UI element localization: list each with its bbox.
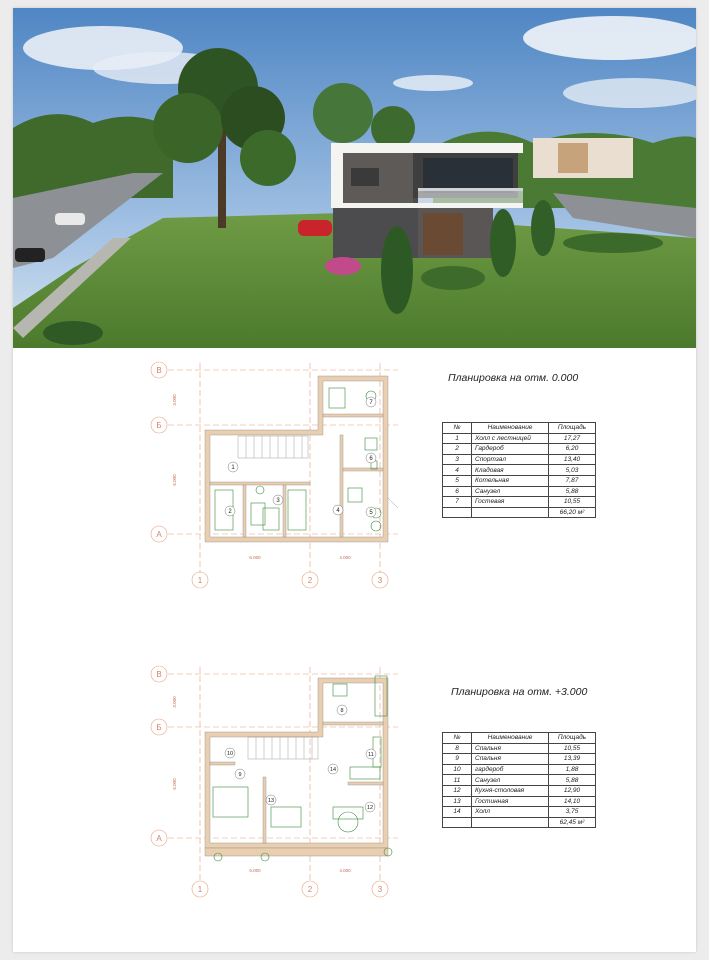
table-cell: гардероб — [472, 764, 549, 775]
table-header-row — [443, 733, 596, 744]
table-row — [443, 497, 596, 508]
table-header-cell: № — [443, 423, 472, 434]
table-cell: Холл с лестницей — [472, 433, 549, 444]
room-label-1: 1 — [231, 465, 235, 471]
table-header-cell: № — [443, 733, 472, 744]
table-cell: Санузел — [472, 486, 549, 497]
table-header-row — [443, 423, 596, 434]
table-cell: 3,75 — [549, 807, 596, 818]
floor1-plan-drawing — [143, 358, 413, 593]
table-cell: 6,20 — [549, 444, 596, 455]
table-total-row — [443, 507, 596, 518]
table-cell: 10,55 — [549, 497, 596, 508]
table-cell: 10,55 — [549, 743, 596, 754]
table-cell: Гостинная — [472, 796, 549, 807]
table-cell: 17,27 — [549, 433, 596, 444]
table-cell: 6 — [443, 486, 472, 497]
axis-row-a: А — [156, 530, 162, 539]
axis-row-v: В — [156, 366, 162, 375]
table-row — [443, 785, 596, 796]
table-header-cell: Наименование — [472, 423, 549, 434]
room-label-7: 7 — [369, 400, 373, 406]
table-row — [443, 775, 596, 786]
table-total-value: 66,20 м² — [549, 507, 596, 518]
house-render-image — [13, 8, 696, 348]
dimension-4000: 4.000 — [339, 868, 351, 873]
table-header-cell: Наименование — [472, 733, 549, 744]
table-cell: 1 — [443, 433, 472, 444]
dimension-6000-vert: 6.000 — [172, 778, 177, 790]
axis-col-3: 3 — [377, 576, 383, 585]
table-cell: Гардероб — [472, 444, 549, 455]
table-cell: 13,39 — [549, 754, 596, 765]
table-cell: 2 — [443, 444, 472, 455]
table-row — [443, 454, 596, 465]
dimension-4000: 4.000 — [339, 555, 351, 560]
room-label-11: 11 — [368, 752, 374, 758]
dimension-3000: 3.000 — [172, 696, 177, 708]
table-row — [443, 465, 596, 476]
axis-row-b: Б — [156, 421, 162, 430]
room-label-13: 13 — [267, 798, 275, 804]
table-cell: 9 — [443, 754, 472, 765]
table-row — [443, 475, 596, 486]
table-cell: 14 — [443, 807, 472, 818]
table-total-row — [443, 817, 596, 828]
table-cell: 7 — [443, 497, 472, 508]
axis-col-1: 1 — [197, 576, 203, 585]
floor1-room-table — [442, 422, 596, 518]
room-label-3: 3 — [276, 498, 280, 504]
room-label-14: 14 — [329, 767, 337, 773]
dimension-6000: 6.000 — [249, 555, 261, 560]
table-cell: Спортзал — [472, 454, 549, 465]
table-cell: Спальня — [472, 754, 549, 765]
dimension-6000-vert: 6.000 — [172, 474, 177, 486]
table-cell: 12,90 — [549, 785, 596, 796]
floor2-plan-drawing — [143, 662, 413, 902]
axis-row-b: Б — [156, 723, 162, 732]
table-cell: 8 — [443, 743, 472, 754]
table-cell: 14,10 — [549, 796, 596, 807]
table-row — [443, 444, 596, 455]
document-page — [13, 8, 696, 952]
table-cell — [472, 817, 549, 828]
room-label-12: 12 — [366, 805, 374, 811]
table-cell: 13,40 — [549, 454, 596, 465]
table-cell — [472, 507, 549, 518]
axis-col-2: 2 — [307, 576, 313, 585]
table-cell — [443, 507, 472, 518]
room-label-4: 4 — [336, 508, 340, 514]
table-row — [443, 486, 596, 497]
table-cell: Спальня — [472, 743, 549, 754]
table-total-value: 62,45 м² — [549, 817, 596, 828]
axis-row-a: А — [156, 834, 162, 843]
room-label-8: 8 — [340, 708, 344, 714]
table-cell: Котельная — [472, 475, 549, 486]
table-cell: 5,88 — [549, 775, 596, 786]
table-cell: 12 — [443, 785, 472, 796]
table-header-cell: Площадь — [549, 423, 596, 434]
axis-col-3: 3 — [377, 885, 383, 894]
table-cell: 5 — [443, 475, 472, 486]
axis-col-1: 1 — [197, 885, 203, 894]
room-label-2: 2 — [228, 509, 232, 515]
table-row — [443, 764, 596, 775]
table-cell: Санузел — [472, 775, 549, 786]
dimension-3000: 3.000 — [172, 394, 177, 406]
table-cell: Холл — [472, 807, 549, 818]
table-row — [443, 807, 596, 818]
table-row — [443, 754, 596, 765]
table-cell: 5,03 — [549, 465, 596, 476]
floor2-plan-title: Планировка на отм. +3.000 — [451, 686, 588, 698]
floor2-room-table — [442, 732, 596, 828]
dimension-6000: 6.000 — [249, 868, 261, 873]
table-cell: 3 — [443, 454, 472, 465]
axis-row-v: В — [156, 670, 162, 679]
room-label-10: 10 — [226, 751, 234, 757]
table-cell: 4 — [443, 465, 472, 476]
floor1-plan-title: Планировка на отм. 0.000 — [448, 372, 579, 384]
table-cell: Кухня-столовая — [472, 785, 549, 796]
axis-col-2: 2 — [307, 885, 313, 894]
table-row — [443, 743, 596, 754]
table-cell: 5,88 — [549, 486, 596, 497]
table-cell: 1,88 — [549, 764, 596, 775]
room-label-6: 6 — [369, 456, 373, 462]
table-cell — [443, 817, 472, 828]
table-cell: Гостевая — [472, 497, 549, 508]
table-cell: 10 — [443, 764, 472, 775]
table-row — [443, 796, 596, 807]
room-label-5: 5 — [369, 510, 373, 516]
table-cell: Кладовая — [472, 465, 549, 476]
room-label-9: 9 — [238, 772, 242, 778]
table-header-cell: Площадь — [549, 733, 596, 744]
table-cell: 7,87 — [549, 475, 596, 486]
table-cell: 13 — [443, 796, 472, 807]
table-row — [443, 433, 596, 444]
table-cell: 11 — [443, 775, 472, 786]
